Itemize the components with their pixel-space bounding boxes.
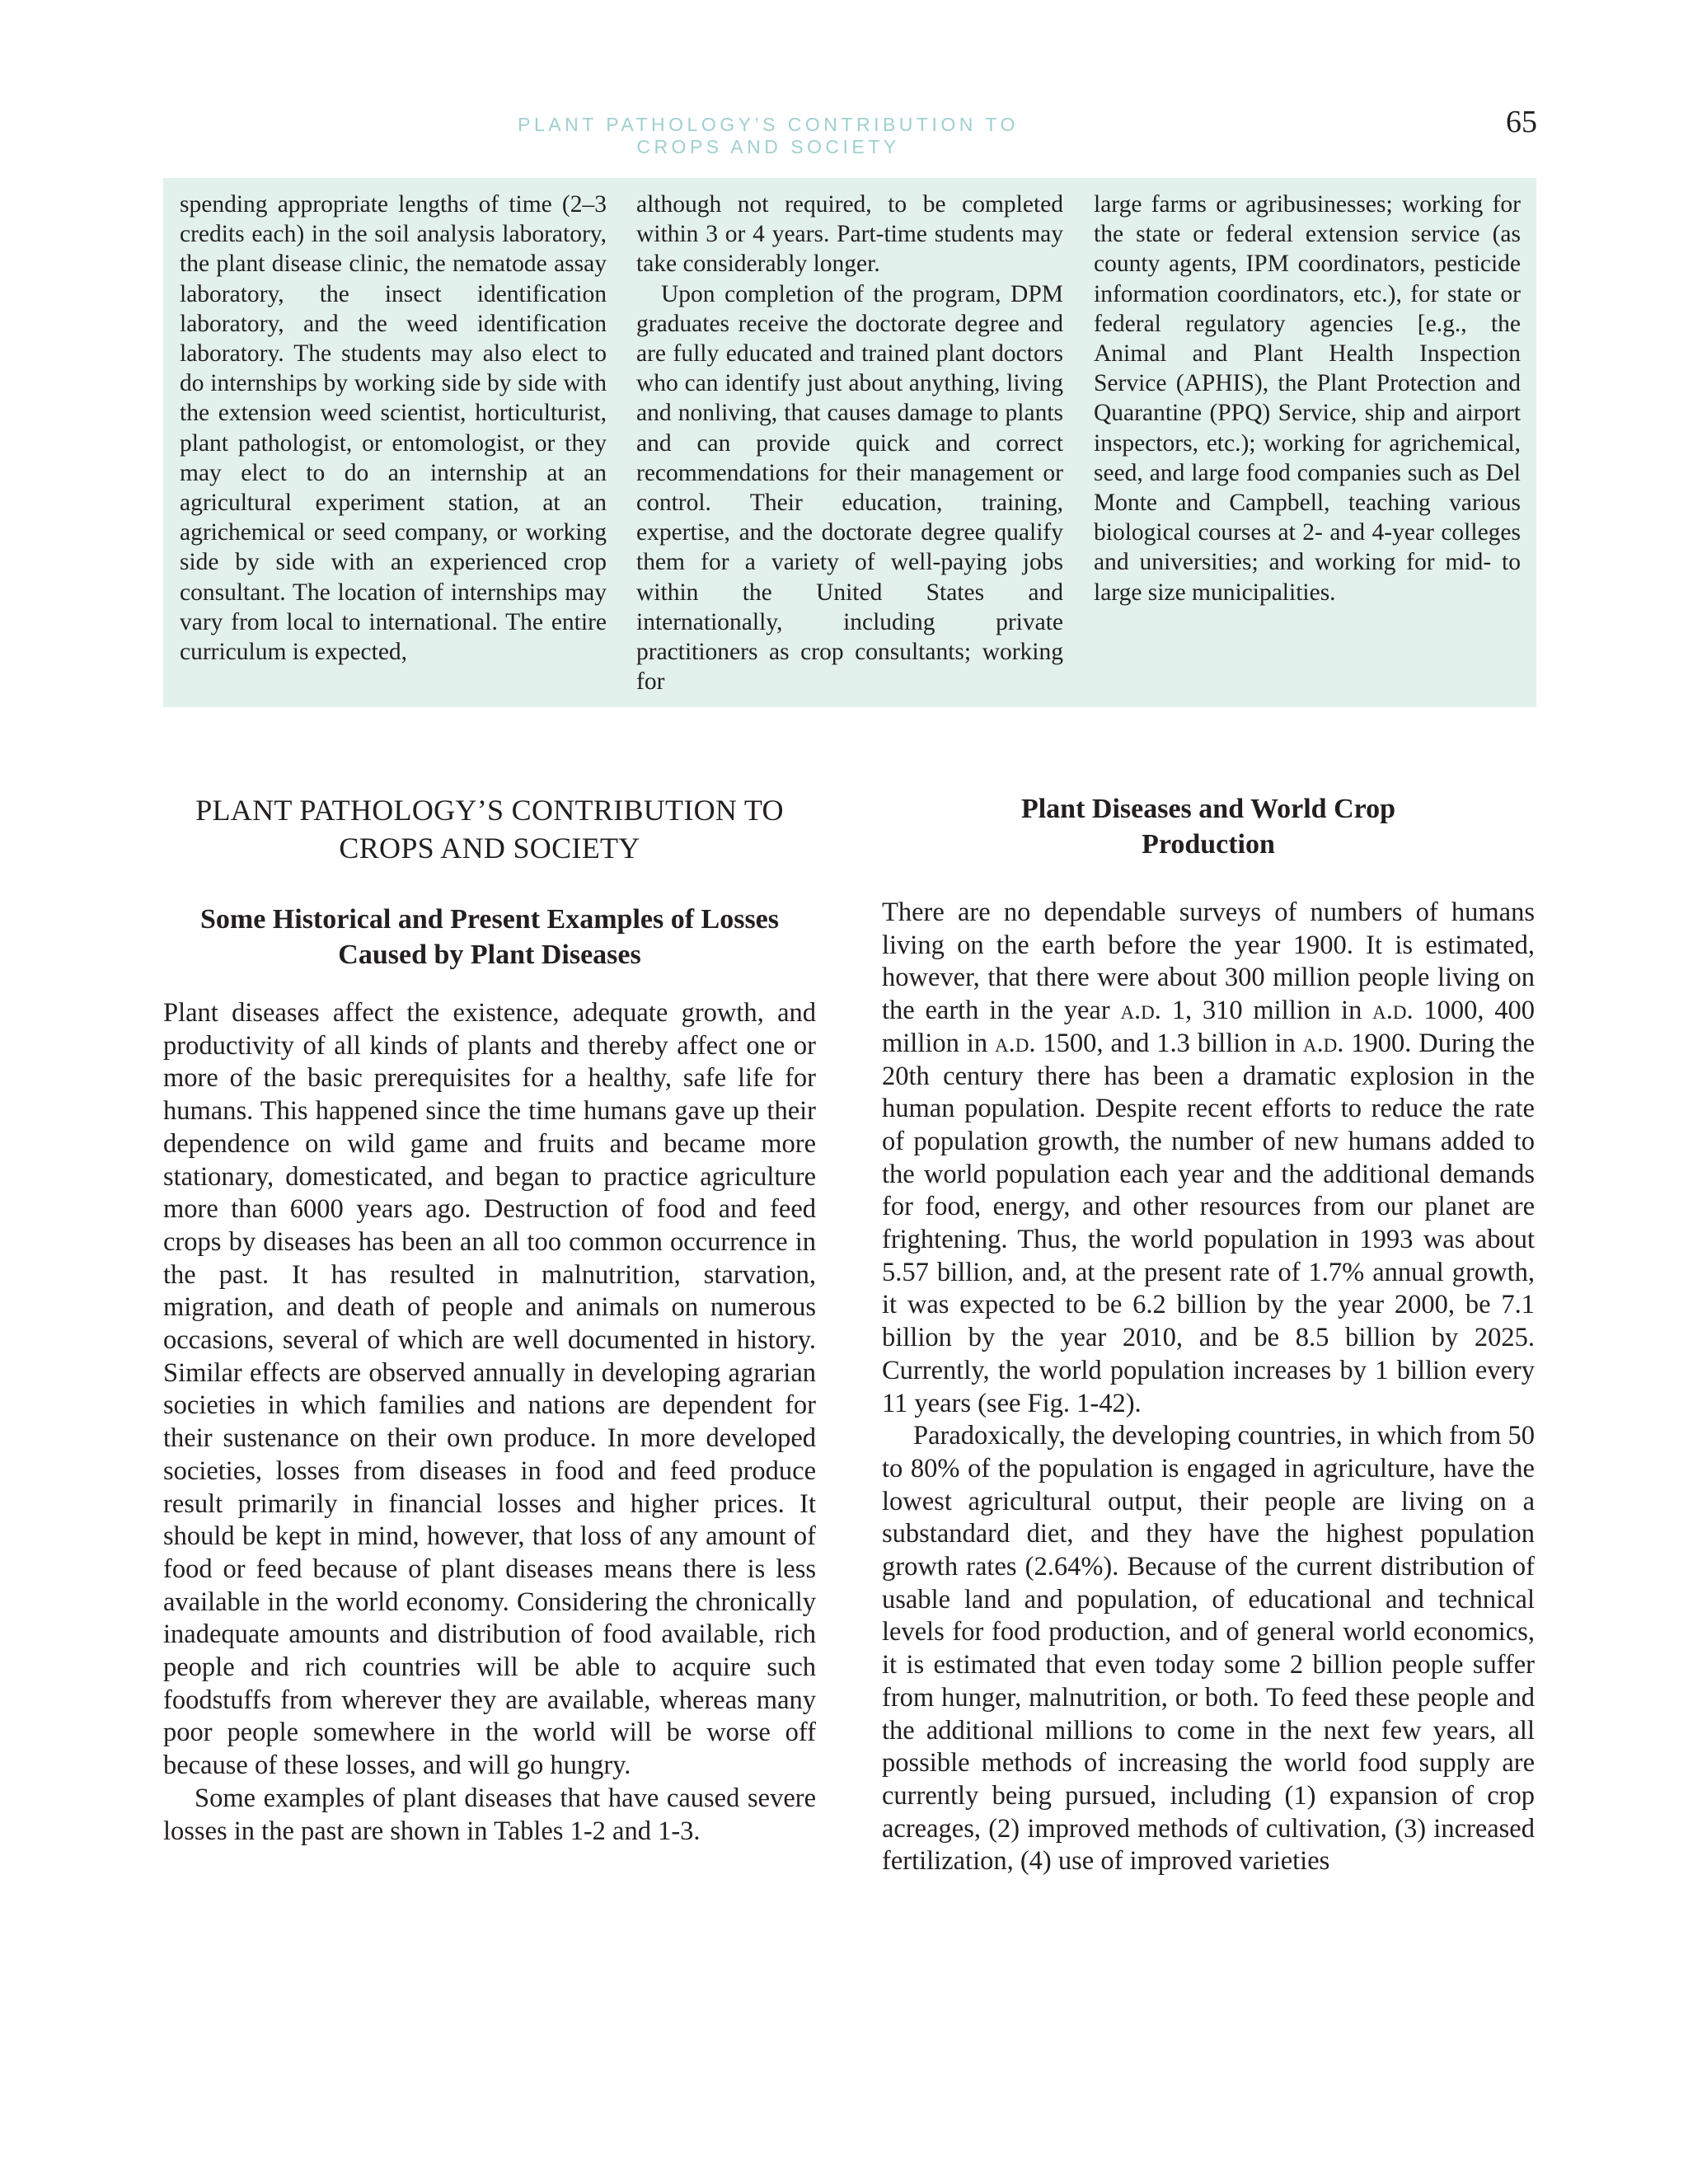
section-title bbox=[163, 791, 816, 867]
body-paragraph: Paradoxically, the developing countries, in which from 50 to 80% of the population is engaged in agriculture, have the lowest agricultural output, their people are living on a substandard diet, and they have the highest population growth rates (2.64%). Because of the current distribution of usable land and population, of educational and technical levels for food production, and of general world economics, it is estimated that even today some 2 billion people suffer from hunger, malnutrition, or both. To feed these people and the additional millions to come in the next few years, all possible methods of increasing the world food supply are currently being pursued, including (1) expansion of crop acreages, (2) improved methods of cultivation, (3) increased fertilization, (4) use of improved varieties bbox=[882, 1421, 1535, 1877]
subsection-title bbox=[163, 902, 816, 972]
text-run: 1500, and 1.3 billion in bbox=[1035, 1028, 1303, 1058]
box-paragraph: Upon completion of the program, DPM graduates receive the doctorate degree and are fully educated and trained plant doctors who can identify just about anything, living and nonliving, that causes damage to plants and can provide quick and correct recommendations for their management or control. Their education, training, expertise, and the doctorate degree qualify them for a variety of well-paying jobs within the United States and internationally, including private practitioners as crop consultants; working for bbox=[636, 280, 1063, 696]
text-run: 1, 310 million in bbox=[1160, 996, 1373, 1026]
body-paragraph: Some examples of plant diseases that have caused severe losses in the past are shown in Tables 1-2 and 1-3. bbox=[163, 1783, 816, 1846]
page-number: 65 bbox=[1506, 105, 1537, 139]
box-column-3 bbox=[1094, 190, 1521, 607]
box-paragraph: large farms or agribusinesses; working for the state or federal extension service (as county agents, IPM coordinators, pesticide information coordinators, etc.), for state or federal regulatory agencies [e.g., the Animal and Plant Health Inspection Service (APHIS), the Plant Protection and Quarantine (PPQ) Service, ship and airport inspectors, etc.); working for agrichemical, seed, and large food companies such as Del Monte and Campbell, teaching various biological courses at 2- and 4-year colleges and universities; and working for mid- to large size municipalities. bbox=[1094, 191, 1521, 606]
era-abbreviation: a.d. bbox=[1302, 1028, 1344, 1058]
page-header bbox=[165, 104, 1537, 157]
subsection-title-line-1: Plant Diseases and World Crop bbox=[1020, 794, 1396, 824]
text-run: 1900. During the 20th century there has been a dramatic explosion in the human population. Despite recent efforts to reduce the rate of population growth, the number of new humans added to the world population each year and the additional demands for food, energy, and other resources from our planet are frightening. Thus, the world population in 1993 was about 5.57 billion, and, at the present rate of 1.7% annual growth, it was expected to be 6.2 billion by the year 2000, be 7.1 billion by the year 2010, and be 8.5 billion by 2025. Currently, the world population increases by 1 billion every 11 years (see Fig. 1-42). bbox=[882, 1028, 1535, 1418]
box-paragraph: although not required, to be completed within 3 or 4 years. Part-time students may take considerably longer. bbox=[636, 191, 1063, 278]
subsection-title-line-2: Caused by Plant Diseases bbox=[338, 940, 641, 970]
section-title-line-1: PLANT PATHOLOGY’S CONTRIBUTION TO bbox=[195, 794, 784, 827]
text-run: 1000, 400 million in bbox=[882, 996, 1535, 1058]
body-paragraph: Plant diseases affect the existence, adequate growth, and productivity of all kinds of plants and thereby affect one or more of the basic prerequisites for a healthy, safe life for humans. This happened since the time humans gave up their dependence on wild game and fruits and became more stationary, domesticated, and began to practice agriculture more than 6000 years ago. Destruction of food and feed crops by diseases has been an all too common occurrence in the past. It has resulted in malnutrition, starvation, migration, and death of people and animals on numerous occasions, several of which are well documented in history. Similar effects are observed annually in developing agrarian societies in which families and nations are dependent for their sustenance on their own produce. In more developed societies, losses from diseases in food and feed produce result primarily in financial losses and higher prices. It should be kept in mind, however, that loss of any amount of food or feed because of plant diseases means there is less available in the world economy. Considering the chronically inadequate amounts and distribution of food available, rich people and rich countries will be able to acquire such foodstuffs from wherever they are available, whereas many poor people somewhere in the world will be worse off because of these losses, and will go hungry. bbox=[163, 998, 816, 1781]
box-paragraph: spending appropriate lengths of time (2–3 credits each) in the soil analysis laboratory, the plant disease clinic, the nematode assay laboratory, the insect identification laboratory, and the weed identification laboratory. The students may also elect to do internships by working side by side with the extension weed scientist, horticulturist, plant pathologist, or entomologist, or they may elect to do an internship at an agricultural experiment station, at an agrichemical or seed company, or working side by side with an experienced crop consultant. The location of internships may vary from local to international. The entire curriculum is expected, bbox=[180, 191, 607, 666]
era-abbreviation: a.d. bbox=[1372, 996, 1414, 1026]
left-column bbox=[163, 791, 816, 1848]
box-column-2 bbox=[636, 190, 1063, 696]
box-column-1 bbox=[180, 190, 607, 667]
subsection-title-line-2: Production bbox=[1142, 829, 1275, 860]
body-paragraph bbox=[882, 897, 1535, 1420]
section-title-line-2: CROPS AND SOCIETY bbox=[339, 832, 640, 865]
era-abbreviation: a.d. bbox=[1120, 996, 1161, 1026]
text-run: There are no dependable surveys of numbers of humans living on the earth before the year 1900. It is estimated, however, that there were about 300 million people living on the earth in the year bbox=[882, 898, 1535, 1026]
subsection-title-line-1: Some Historical and Present Examples of Losses bbox=[199, 904, 779, 935]
right-column bbox=[882, 791, 1535, 1878]
shaded-text-box bbox=[163, 178, 1536, 707]
running-head: PLANT PATHOLOGY’S CONTRIBUTION TO CROPS AND SOCIETY bbox=[518, 114, 1019, 157]
era-abbreviation: a.d. bbox=[995, 1028, 1036, 1058]
subsection-title bbox=[882, 791, 1535, 862]
